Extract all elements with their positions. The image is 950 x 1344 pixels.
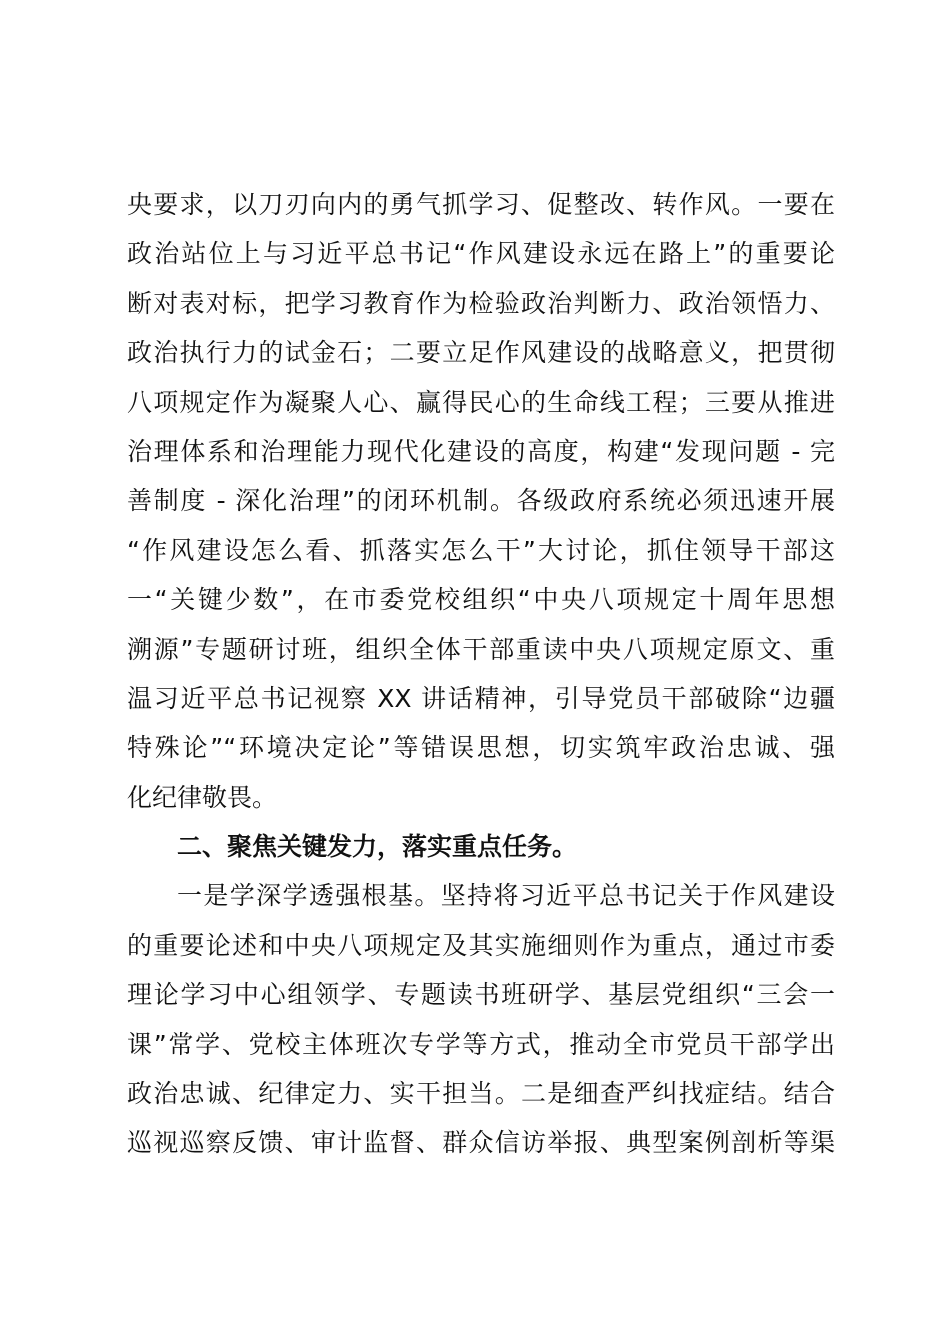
text-line: 温习近平总书记视察 XX 讲话精神，引导党员干部破除“边疆 — [127, 683, 835, 713]
paragraph-1 — [127, 180, 835, 822]
text-line: 的重要论述和中央八项规定及其实施细则作为重点，通过市委 — [127, 930, 835, 960]
text-line: 课”常学、党校主体班次专学等方式，推动全市党员干部学出 — [127, 1029, 835, 1059]
text-line: 政治站位上与习近平总书记“作风建设永远在路上”的重要论 — [127, 239, 835, 269]
text-line: 央要求，以刀刃向内的勇气抓学习、促整改、转作风。一要在 — [127, 190, 835, 219]
text-line: 巡视巡察反馈、审计监督、群众信访举报、典型案例剖析等渠 — [127, 1128, 835, 1158]
text-line: 溯源”专题研讨班，组织全体干部重读中央八项规定原文、重 — [127, 634, 835, 664]
text-line: 一是学深学透强根基。坚持将习近平总书记关于作风建设 — [177, 881, 835, 911]
section-heading-text: 二、聚焦关键发力，落实重点任务。 — [177, 832, 578, 862]
text-line: 政治忠诚、纪律定力、实干担当。二是细查严纠找症结。结合 — [127, 1079, 835, 1109]
paragraph-2 — [127, 871, 835, 1167]
text-line: 断对表对标，把学习教育作为检验政治判断力、政治领悟力、 — [127, 288, 835, 318]
text-line: “作风建设怎么看、抓落实怎么干”大讨论，抓住领导干部这 — [127, 535, 835, 565]
text-line: 化纪律敬畏。 — [127, 782, 278, 812]
text-line: 治理体系和治理能力现代化建设的高度，构建“发现问题 - 完 — [127, 436, 835, 466]
text-line: 政治执行力的试金石；二要立足作风建设的战略意义，把贯彻 — [127, 338, 835, 368]
text-line: 理论学习中心组领学、专题读书班研学、基层党组织“三会一 — [127, 980, 835, 1010]
document-body — [127, 180, 835, 1168]
text-line: 八项规定作为凝聚人心、赢得民心的生命线工程；三要从推进 — [127, 387, 835, 417]
text-line: 一“关键少数”，在市委党校组织“中央八项规定十周年思想 — [127, 585, 835, 615]
text-line: 特殊论”“环境决定论”等错误思想，切实筑牢政治忠诚、强 — [127, 733, 835, 763]
text-line: 善制度 - 深化治理”的闭环机制。各级政府系统必须迅速开展 — [127, 486, 835, 516]
section-heading — [127, 822, 835, 871]
